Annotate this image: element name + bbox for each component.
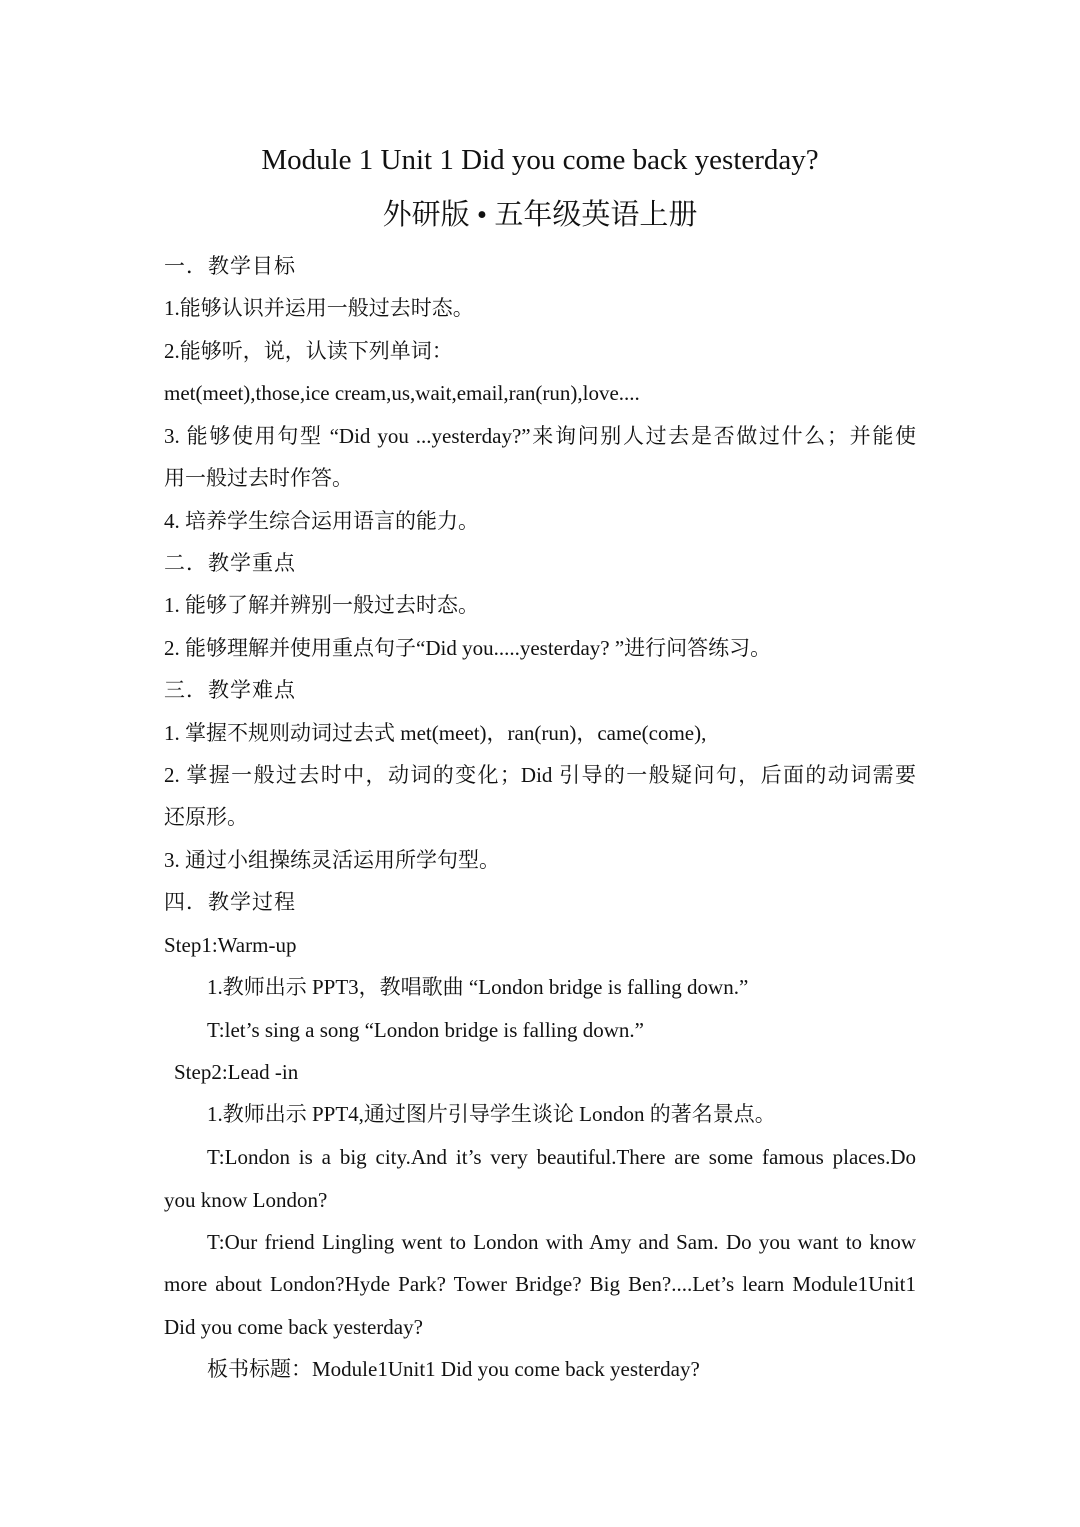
objective-2: 2.能够听，说，认读下列单词： [164,339,453,363]
difficulty-1: 1. 掌握不规则动词过去式 met(meet)，ran(run)，came(come), [164,721,707,745]
objective-4: 4. 培养学生综合运用语言的能力。 [164,509,479,533]
key-point-2: 2. 能够理解并使用重点句子“Did you.....yesterday? ”进行问答练习。 [164,636,772,660]
objective-3-cont: 用一般过去时作答。 [164,466,353,490]
step1-teacher-line: T:let’s sing a song “London bridge is falling down.” [207,1018,644,1042]
step2-heading: Step2:Lead -in [174,1060,299,1084]
step1-item-1: 1.教师出示 PPT3，教唱歌曲 “London bridge is falling down.” [207,975,749,999]
board-title: 板书标题：Module1Unit1 Did you come back yesterday? [207,1357,700,1381]
difficulty-3: 3. 通过小组操练灵活运用所学句型。 [164,848,500,872]
step2-teacher-line-1: T:London is a big city.And it’s very beautiful.There are some famous places.Do [207,1145,916,1169]
objective-1: 1.能够认识并运用一般过去时态。 [164,296,474,320]
document-subtitle: 外研版 • 五年级英语上册 [382,199,698,231]
vocabulary-list: met(meet),those,ice cream,us,wait,email,ran(run),love.... [164,381,640,405]
difficulty-2: 2. 掌握一般过去时中，动词的变化；Did 引导的一般疑问句，后面的动词需要 [164,763,916,787]
section-heading-process: 四．教学过程 [164,890,296,914]
section-heading-objectives: 一．教学目标 [164,254,296,278]
difficulty-2-cont: 还原形。 [164,805,248,829]
step2-teacher-line-1-cont: you know London? [164,1188,328,1212]
step2-teacher-line-2-cont: more about London?Hyde Park? Tower Bridge? Big Ben?....Let’s learn Module1Unit1 [164,1272,916,1296]
key-point-1: 1. 能够了解并辨别一般过去时态。 [164,593,479,617]
objective-3: 3. 能够使用句型 “Did you ...yesterday?”来询问别人过去是否做过什么；并能使 [164,424,916,448]
step2-teacher-line-2-end: Did you come back yesterday? [164,1315,423,1339]
section-heading-key-points: 二．教学重点 [164,551,296,575]
step2-item-1: 1.教师出示 PPT4,通过图片引导学生谈论 London 的著名景点。 [207,1102,776,1126]
step1-heading: Step1:Warm-up [164,933,297,957]
document-title: Module 1 Unit 1 Did you come back yesterday? [261,144,819,176]
step2-teacher-line-2: T:Our friend Lingling went to London with Amy and Sam. Do you want to know [207,1230,916,1254]
section-heading-difficulties: 三．教学难点 [164,678,296,702]
